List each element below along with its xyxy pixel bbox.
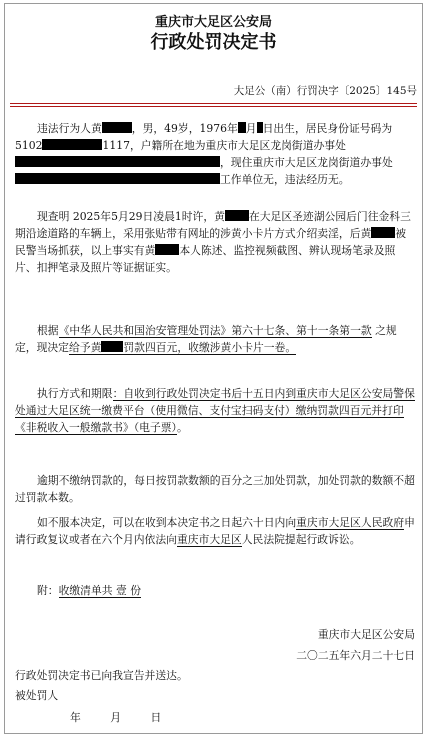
document-title: 行政处罚决定书 [150,32,277,53]
redaction-block [15,156,220,167]
appeal-paragraph: 如不服本决定，可以在收到本决定书之日起六十日内向重庆市大足区人民政府申请行政复议或者在六个月内依法向重庆市大足区人民法院提起行政诉讼。 [15,516,415,546]
receipt-date-line: 年 月 日 [70,711,162,724]
document-border [4,3,423,734]
signature-date: 二〇二五年六月二十七日 [296,649,415,662]
redaction-block [102,122,132,133]
header-divider [10,103,417,104]
party-info-paragraph: 违法行为人黄 ，男，49岁，1976年 月 日出生，居民身份证号码为5102 1117，户籍所在地为重庆市大足区龙岗街道办事处，现住重庆市大足区龙岗街道办事处工作单位无，违法经历无。 [15,122,393,186]
redaction-block [15,173,220,184]
document-number: 大足公（南）行罚决字〔2025〕145号 [233,85,417,97]
redaction-block [101,341,123,352]
decision-paragraph: 根据《中华人民共和国治安管理处罚法》第六十七条、第十一条第一款 之规定，现决定给予黄 罚款四百元，收缴涉黄小卡片一卷。 [15,324,397,354]
redaction-block [155,244,179,255]
redaction-block [42,139,102,150]
facts-paragraph: 现查明 2025年5月29日凌晨1时许，黄 在大足区圣迹湖公园后门往金科三期沿途道路的车辆上，采用张贴带有网址的涉黄小卡片方式介绍卖淫，后黄 被民警当场抓获，以上事实有黄 本人陈述、监控视频截图、辨认现场笔录及照片、扣押笔录及照片等证据证实。 [15,210,411,274]
redaction-block [238,122,246,133]
late-penalty-paragraph: 逾期不缴纳罚款的，每日按罚款数额的百分之三加处罚款，加处罚款的数额不超过罚款本数。 [15,474,415,504]
penalized-party-label: 被处罚人 [15,689,59,702]
header-divider-thin [10,106,417,107]
redaction-block [225,210,249,221]
issuing-org: 重庆市大足区公安局 [154,15,272,30]
signature-org: 重庆市大足区公安局 [317,628,415,641]
execution-paragraph: 执行方式和期限：自收到行政处罚决定书后十五日内到重庆市大足区公安局警保处通过大足区统一缴费平台（使用微信、支付宝扫码支付）缴纳罚款四百元并打印《非税收入一般缴款书》（电子票）。 [15,387,415,434]
delivery-statement: 行政处罚决定书已向我宣告并送达。 [15,669,188,682]
attachment-line: 附：收缴清单共 壹 份 [37,584,142,597]
redaction-block [371,227,395,238]
